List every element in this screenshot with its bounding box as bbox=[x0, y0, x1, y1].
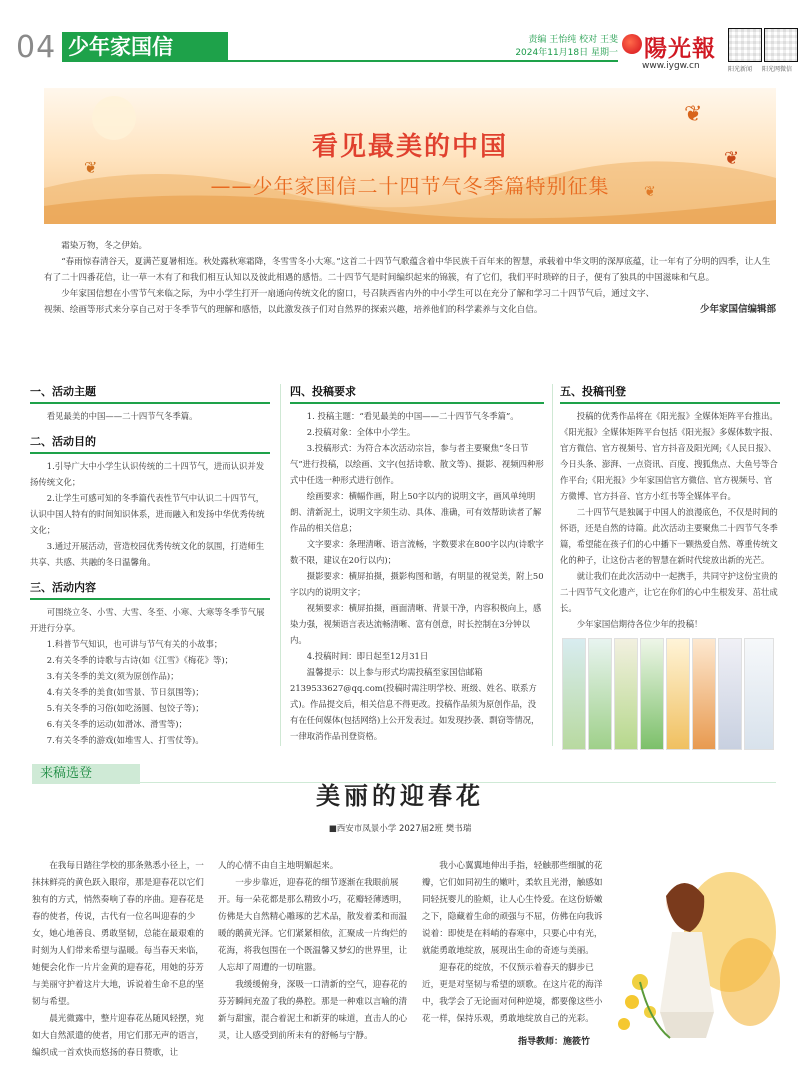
content-item: 6.有关冬季的运动(如滑冰、滑雪等)； bbox=[46, 719, 187, 729]
story-title: 美丽的迎春花 bbox=[316, 782, 484, 810]
masthead-rule bbox=[228, 60, 618, 62]
maple-leaf-icon: ❦ bbox=[724, 148, 740, 169]
requirement-target: 2.投稿对象：全体中小学生。 bbox=[306, 427, 416, 437]
publication-paragraph: 少年家国信期待各位少年的投稿！ bbox=[576, 619, 703, 629]
intro-paragraph: 霜染万物，冬之伊始。 bbox=[61, 241, 148, 251]
purpose-item: 2.让学生可感可知的冬季篇代表性节气中认识二十四节气，认识中国人特有的时间知识体系，进而融入和发扬中华优秀传统文化； bbox=[30, 493, 265, 535]
solar-term-paintings bbox=[562, 638, 776, 750]
painting-panel bbox=[718, 638, 742, 750]
story-paragraph: 在我每日踏往学校的那条熟悉小径上，一抹抹鲜亮的黄色跃入眼帘，那是迎春花以它们独有的方式，悄然奏响了春的序曲。迎春花是春的使者，传说，古代有一位名叫迎春的少女，她心地善良、勇敢坚韧，总能在最艰难的时刻为人们带来希望与温暖。每当春天来临，她便会化作一片片金黄的迎春花，用她的芬芳与美丽守护着这片大地，诉说着生命不息的坚韧与希望。 bbox=[32, 861, 204, 1007]
qr-label-2: 阳光网微信 bbox=[762, 66, 793, 73]
requirement-painting: 绘画要求：横幅作画，附上50字以内的说明文字，画风单纯明朗、清新泥土，说明文字须生动、具体、准确，可有效帮助读者了解作品的相关信息； bbox=[290, 491, 542, 533]
sun-logo-icon bbox=[622, 34, 642, 54]
content-item: 4.有关冬季的美食(如雪景、节日氛围等)； bbox=[46, 687, 204, 697]
qr-code-icon[interactable] bbox=[764, 28, 798, 62]
maple-leaf-icon: ❦ bbox=[644, 184, 656, 200]
flower-fairy-illustration-icon bbox=[610, 862, 782, 1042]
maple-leaf-icon: ❦ bbox=[684, 102, 703, 127]
story-column-3 bbox=[422, 858, 608, 1028]
qr-code-icon[interactable] bbox=[728, 28, 762, 62]
qr-label-1: 阳光新闻 bbox=[728, 66, 753, 73]
banner-subtitle: ——少年家国信二十四节气冬季篇特别征集 bbox=[210, 174, 610, 198]
content-item: 1.科普节气知识，也可讲与节气有关的小故事； bbox=[46, 639, 223, 649]
submission-deadline: 4.投稿时间：即日起至12月31日 bbox=[306, 651, 429, 661]
story-paragraph: 迎春花的绽放，不仅预示着春天的脚步已近，更是对坚韧与希望的颂歌。在这片花的海洋中，我学会了无论面对何种逆境，都要像这些小花一样，保持乐观，勇敢地绽放自己的光彩。 bbox=[422, 963, 603, 1024]
story-paragraph: 晨光微露中，整片迎春花丛随风轻摆，宛如大自然派遣的使者，用它们那无声的语言，编织成一首欢快而悠扬的春日赞歌，让 bbox=[32, 1014, 204, 1058]
requirement-text: 文字要求：条理清晰、语言流畅，字数要求在800字以内(诗歌字数不限，建议在20行以内)； bbox=[290, 539, 544, 565]
editors-info bbox=[436, 34, 618, 60]
publication-paragraph: 投稿的优秀作品将在《阳光报》全媒体矩阵平台推出。《阳光报》全媒体矩阵平台包括《阳光报》多媒体数字报、官方微信、官方视频号、官方抖音及阳光网;《人民日报》、今日头条、澎湃、一点资讯、百度、搜狐焦点、大鱼号等合作平台;《阳光报》少年家国信官方微信、官方视频号、官方微博、官方抖音、官方小红书等全媒体平台。 bbox=[560, 411, 778, 501]
theme-text: 看见最美的中国——二十四节气冬季篇。 bbox=[46, 411, 198, 421]
intro-paragraph: “春雨惊春清谷天，夏满芒夏暑相连。秋处露秋寒霜降，冬雪雪冬小大寒。”这首二十四节气歌蕴含着中华民族千百年来的智慧，承载着中华文明的深厚底蕴，让一年有了分明的四季，让人生有了二十四番花信，让一草一木有了和我们相互认知以及彼此相遇的感悟。二十四节气是时间编织起来的锦簇，有了它们，我们平时琐碎的日子，便有了独具的中国滋味和气息。 bbox=[44, 257, 771, 283]
requirement-photo: 摄影要求：横屏拍摄，摄影构图和谐，有明显的视觉美，附上50字以内的说明文字； bbox=[290, 571, 544, 597]
column-divider bbox=[280, 384, 281, 746]
story-paragraph: 我小心翼翼地伸出手指，轻触那些细腻的花瓣，它们如同初生的嫩叶，柔软且光滑，触感如同轻抚婴儿的脸颊，让人心生怜爱。在这份娇嫩之下，隐藏着生命的顽强与不屈，仿佛在向我诉说着：即使是在料峭的春寒中，只要心中有光，就能勇敢地绽放，展现出生命的奇迹与美丽。 bbox=[422, 861, 603, 956]
purpose-item: 3.通过开展活动，营造校园优秀传统文化的氛围，打造师生共享、共感、共融的冬日温馨角。 bbox=[30, 541, 265, 567]
content-item: 7.有关冬季的游戏(如堆雪人、打雪仗等)。 bbox=[46, 735, 204, 745]
painting-panel bbox=[588, 638, 612, 750]
painting-panel bbox=[562, 638, 586, 750]
publication-column bbox=[560, 384, 780, 632]
column-divider bbox=[552, 384, 553, 746]
website-link[interactable]: www.iygw.cn bbox=[642, 61, 700, 71]
heading-content: 三、活动内容 bbox=[30, 580, 270, 600]
feature-banner bbox=[44, 88, 776, 224]
content-item: 5.有关冬季的习俗(如吃汤圆、包饺子等)； bbox=[46, 703, 204, 713]
submissions-tag: 来稿选登 bbox=[32, 764, 140, 784]
painting-panel bbox=[692, 638, 716, 750]
issue-date: 2024年11月18日 星期一 bbox=[515, 48, 618, 58]
painting-panel bbox=[614, 638, 638, 750]
painting-panel bbox=[744, 638, 774, 750]
story-byline: ■西安市凤景小学 2027届2班 樊书瑞 bbox=[328, 824, 472, 834]
heading-publication: 五、投稿刊登 bbox=[560, 384, 780, 404]
content-item: 3.有关冬季的美文(须为原创作品)； bbox=[46, 671, 179, 681]
banner-title: 看见最美的中国 bbox=[311, 132, 508, 162]
intro-paragraph: 少年家国信想在小雪节气来临之际，为中小学生打开一扇通向传统文化的窗口，号召陕西省内外的中小学生可以在充分了解和学习二十四节气后，通过文字、视频、绘画等形式来分享自己对于冬季节气的理解和感悟，以此激发孩子们对自然界的探索兴趣，培养他们的科学素养与文化自信。 bbox=[44, 289, 655, 315]
maple-leaf-icon: ❦ bbox=[84, 158, 98, 177]
instructor-credit: 指导教师：施筱竹 bbox=[518, 1037, 591, 1047]
painting-panel bbox=[666, 638, 690, 750]
masthead bbox=[16, 28, 793, 74]
requirements-column bbox=[290, 384, 544, 744]
warm-tip: 温馨提示：以上参与形式均需投稿至家国信邮箱2139533627@qq.com(投稿时需注明学校、班级、姓名、联系方式)。作品提交后，相关信息不得更改。投稿作品须为原创作品，没有在任何媒体(包括网络)上公开发表过。如发现抄袭、剽窃等情况，一律取消作品刊登资格。 bbox=[290, 667, 540, 741]
activity-column-1 bbox=[30, 384, 270, 748]
intro-text bbox=[44, 238, 776, 318]
heading-requirements: 四、投稿要求 bbox=[290, 384, 544, 404]
heading-theme: 一、活动主题 bbox=[30, 384, 270, 404]
publication-paragraph: 就让我们在此次活动中一起携手，共同守护这份宝贵的二十四节气文化遗产，让它在你们的心中生根发芽、茁壮成长。 bbox=[560, 571, 778, 613]
editors-line: 责编 王怡纯 校对 王斐 bbox=[528, 35, 618, 45]
painting-panel bbox=[640, 638, 664, 750]
editorial-signature: 少年家国信编辑部 bbox=[699, 304, 776, 315]
story-column-2 bbox=[218, 858, 412, 1045]
section-title: 少年家国信 bbox=[62, 32, 228, 62]
story-paragraph: 人的心情不由自主地明媚起来。 bbox=[218, 861, 339, 871]
requirement-video: 视频要求：横屏拍摄，画面清晰、背景干净，内容积极向上，感染力强，视频语言表达流畅清晰、富有创意，时长控制在3分钟以内。 bbox=[290, 603, 542, 645]
publication-paragraph: 二十四节气是独属于中国人的浪漫底色，不仅是时间的怀语，还是自然的诗篇。此次活动主要聚焦二十四节气冬季篇，希望能在孩子们的心中播下一颗热爱自然、尊重传统文化的种子，让这份古老的智慧在新时代绽放出新的光芒。 bbox=[560, 507, 778, 565]
page-number: 04 bbox=[16, 30, 57, 65]
requirement-form: 3.投稿形式：为符合本次活动宗旨，参与者主要聚焦“冬日节气”进行投稿，以绘画、文字(包括诗歌、散文等)、摄影、视频四种形式中任选一种形式进行创作。 bbox=[290, 443, 544, 485]
story-column-1 bbox=[32, 858, 208, 1062]
requirement-topic: 1. 投稿主题：“看见最美的中国——二十四节气冬季篇”。 bbox=[306, 411, 519, 421]
story-paragraph: 我缓缓俯身，深吸一口清新的空气，迎春花的芬芳瞬间充盈了我的鼻腔。那是一种难以言喻的清新与甜蜜，混合着泥土和新芽的味道，直击人的心灵，让人感受到前所未有的舒畅与宁静。 bbox=[218, 980, 408, 1041]
newspaper-logo[interactable] bbox=[622, 28, 726, 74]
purpose-item: 1.引导广大中小学生认识传统的二十四节气，进而认识并发扬传统文化； bbox=[30, 461, 265, 487]
story-paragraph: 一步步靠近，迎春花的细节逐渐在我眼前展开。每一朵花都是那么精致小巧，花瓣轻薄透明，仿佛是大自然精心雕琢的艺术品，散发着柔和而温暖的鹅黄光泽。它们紧紧相依，汇聚成一片绚烂的花海，将我包围在一个既温馨又梦幻的世界里，让人忘却了周遭的一切喧嚣。 bbox=[218, 878, 408, 973]
content-item: 2.有关冬季的诗歌与古诗(如《江雪》《梅花》等)； bbox=[46, 655, 234, 665]
logo-text: 陽光報 bbox=[644, 35, 716, 62]
heading-purpose: 二、活动目的 bbox=[30, 434, 270, 454]
content-intro: 可围绕立冬、小雪、大雪、冬至、小寒、大寒等冬季节气展开进行分享。 bbox=[30, 607, 265, 633]
